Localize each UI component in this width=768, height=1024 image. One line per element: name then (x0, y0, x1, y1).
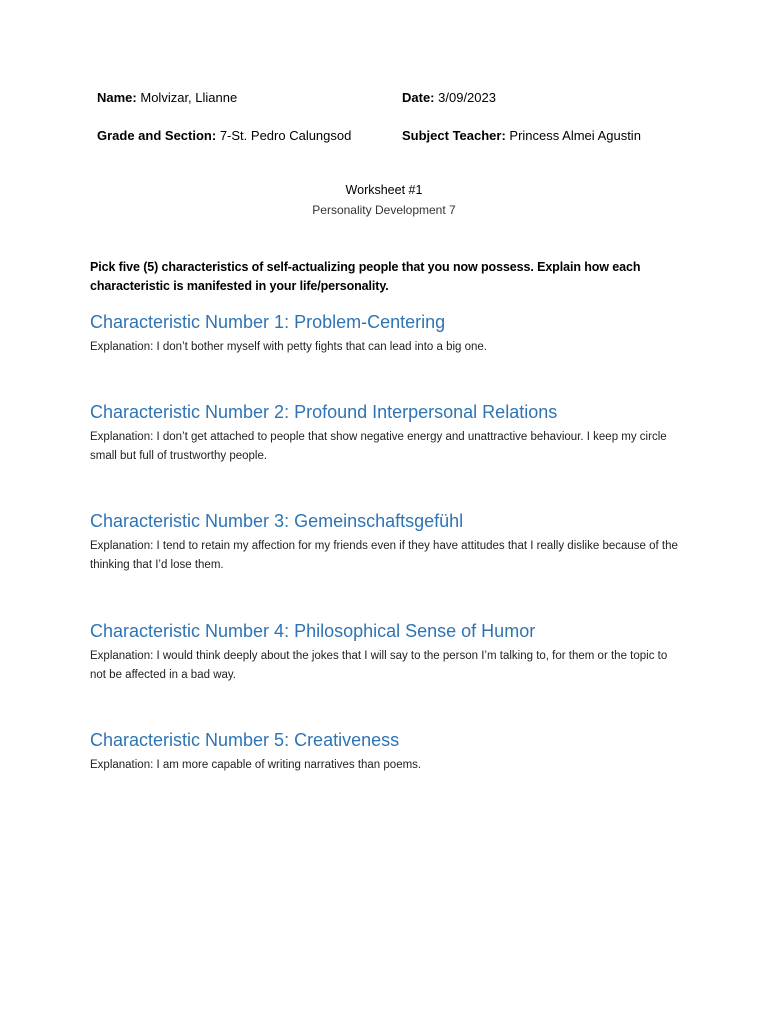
characteristic-5 (90, 729, 680, 775)
instructions: Pick five (5) characteristics of self-actualizing people that you now possess. Explain how each characteristic is manifested in your life/personality. (90, 260, 641, 293)
teacher-field (402, 128, 641, 144)
grade-field (97, 128, 351, 144)
characteristic-1 (90, 311, 680, 357)
date-label: Date: (402, 90, 435, 105)
characteristic-heading: Characteristic Number 4: Philosophical Sense of Humor (90, 621, 536, 641)
name-value: Molvizar, Llianne (140, 90, 238, 105)
worksheet-title: Worksheet #1 (345, 183, 423, 197)
characteristic-2 (90, 401, 680, 466)
characteristic-4 (90, 620, 680, 685)
characteristic-heading: Characteristic Number 3: Gemeinschaftsgefühl (90, 511, 464, 531)
teacher-value: Princess Almei Agustin (509, 128, 641, 143)
name-label: Name: (97, 90, 137, 105)
characteristic-heading: Characteristic Number 1: Problem-Centering (90, 312, 446, 332)
characteristic-explanation: Explanation: I don’t get attached to people that show negative energy and unattractive behaviour. I keep my circle small but full of trustworthy people. (90, 431, 667, 462)
grade-label: Grade and Section: (97, 128, 217, 143)
teacher-label: Subject Teacher: (402, 128, 506, 143)
date-value: 3/09/2023 (438, 90, 496, 105)
characteristic-explanation: Explanation: I am more capable of writing narratives than poems. (90, 759, 422, 771)
worksheet-subtitle: Personality Development 7 (312, 203, 456, 217)
characteristic-heading: Characteristic Number 2: Profound Interpersonal Relations (90, 402, 558, 422)
characteristic-explanation: Explanation: I would think deeply about the jokes that I will say to the person I’m talking to, for them or the topic to not be affected in a bad way. (90, 650, 668, 681)
grade-value: 7-St. Pedro Calungsod (219, 128, 352, 143)
date-field (402, 90, 496, 106)
characteristic-3 (90, 510, 680, 575)
characteristic-explanation: Explanation: I don’t bother myself with petty fights that can lead into a big one. (90, 341, 487, 353)
name-field (97, 90, 237, 106)
characteristic-heading: Characteristic Number 5: Creativeness (90, 730, 400, 750)
characteristic-explanation: Explanation: I tend to retain my affection for my friends even if they have attitudes that I really dislike because of the thinking that I’d lose them. (90, 540, 678, 571)
